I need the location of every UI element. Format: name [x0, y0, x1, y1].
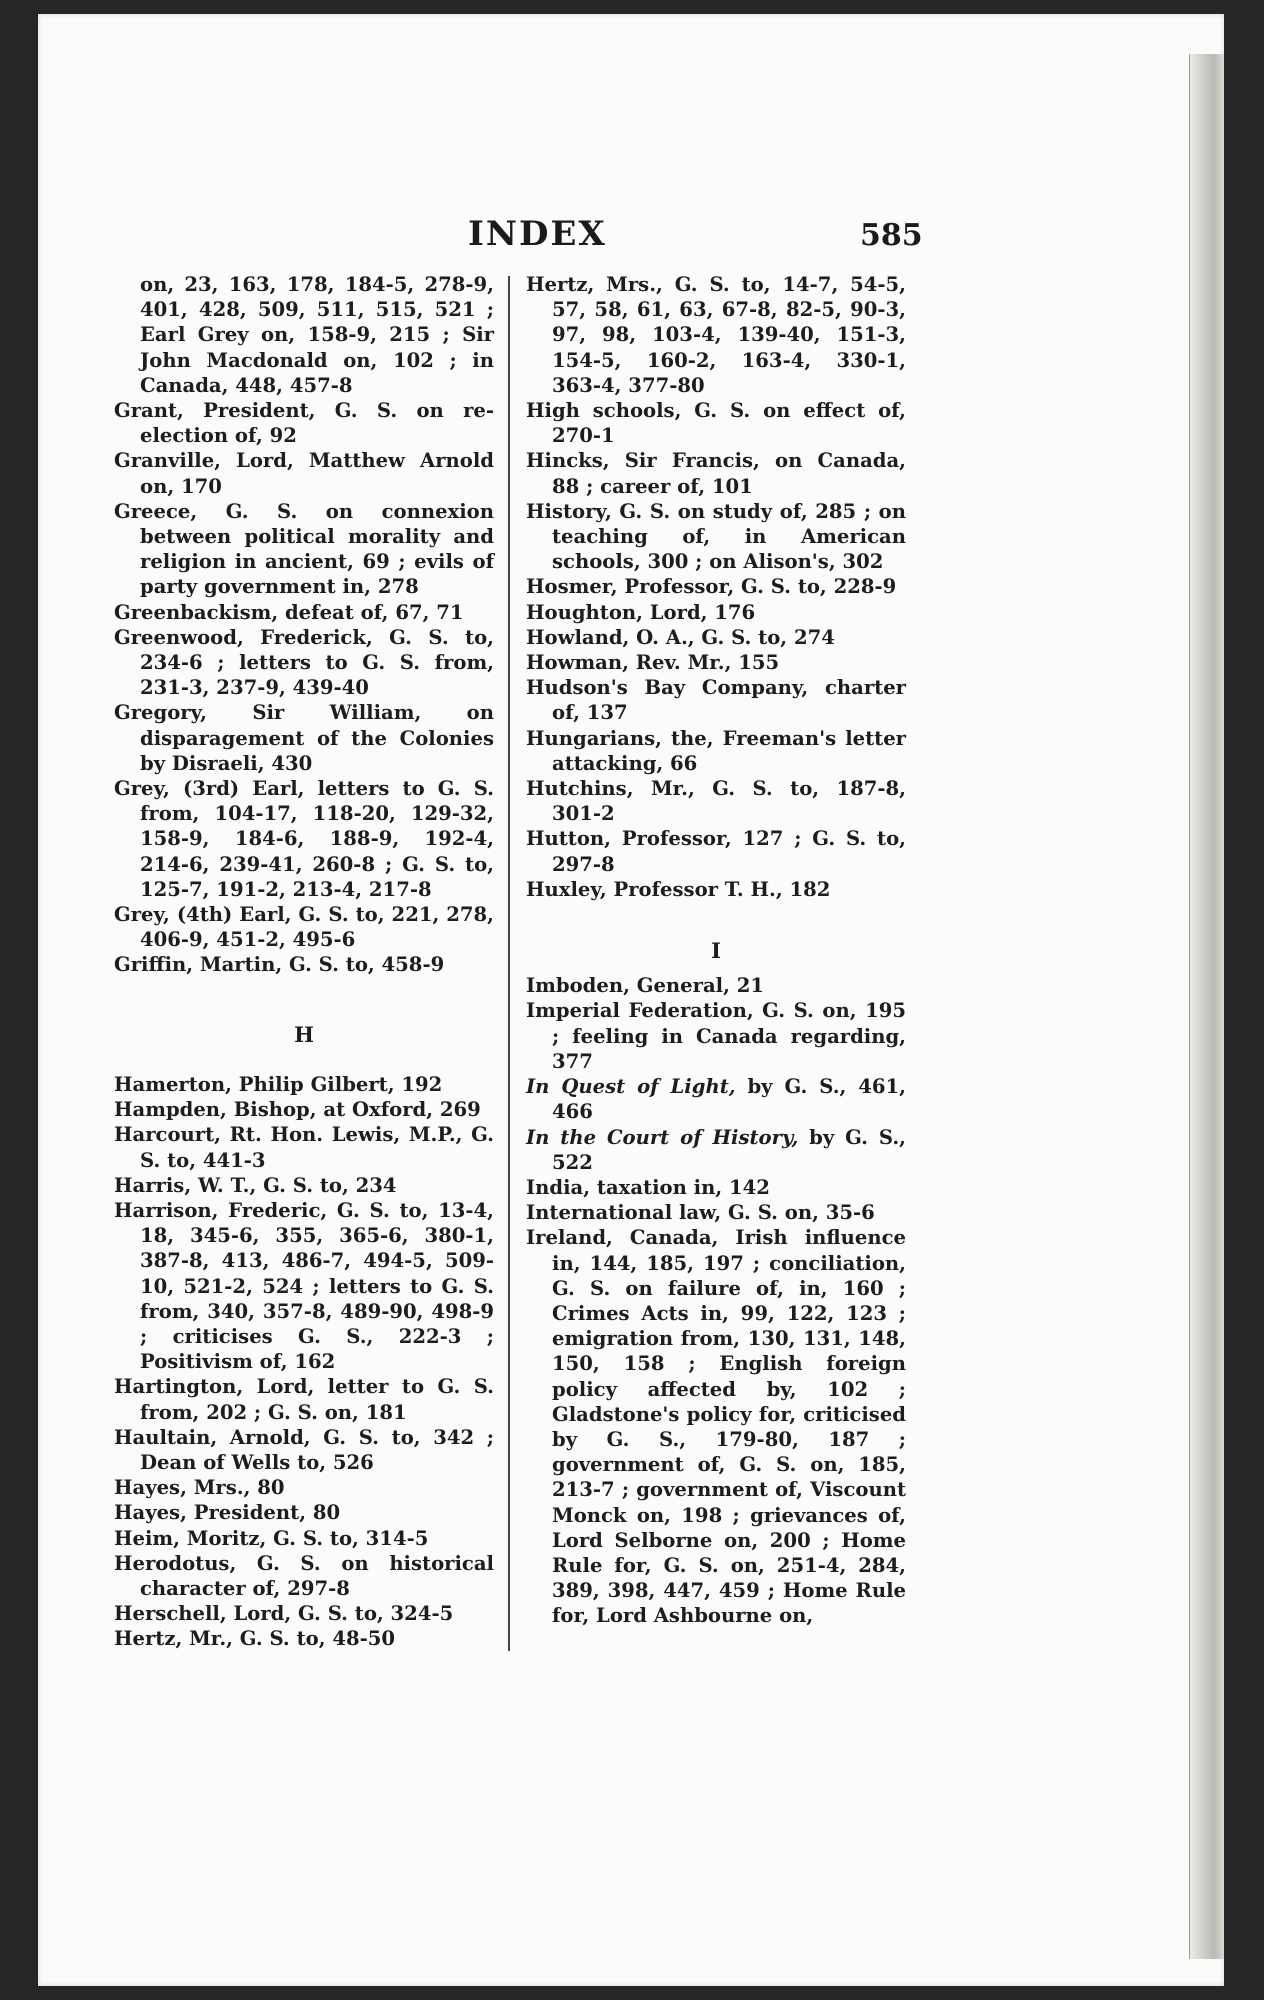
index-entry: Hungarians, the, Freeman's letter attacking, 66: [526, 726, 906, 775]
index-entry: Harrison, Frederic, G. S. to, 13-4, 18, 345-6, 355, 365-6, 380-1, 387-8, 413, 486-7, 494-5, 509-10, 521-2, 524 ; letters to G. S. from, 340, 357-8, 489-90, 498-9 ; criticises G. S., 222-3 ; Positivism of, 162: [114, 1198, 494, 1374]
index-entry: Haultain, Arnold, G. S. to, 342 ; Dean of Wells to, 526: [114, 1425, 494, 1474]
index-entry: Grey, (4th) Earl, G. S. to, 221, 278, 406-9, 451-2, 495-6: [114, 903, 494, 952]
index-entry: Hertz, Mr., G. S. to, 48-50: [114, 1627, 395, 1651]
index-entry: Hutchins, Mr., G. S. to, 187-8, 301-2: [526, 777, 906, 826]
page-number: 585: [860, 218, 923, 253]
index-entry: Grey, (3rd) Earl, letters to G. S. from, 104-17, 118-20, 129-32, 158-9, 184-6, 188-9, 192-4, 214-6, 239-41, 260-8 ; G. S. to, 125-7, 191-2, 213-4, 217-8: [114, 777, 494, 901]
section-letter-i: I: [711, 938, 721, 964]
running-head: INDEX: [468, 214, 607, 254]
page-header: [38, 214, 1224, 264]
index-entry: on, 23, 163, 178, 184-5, 278-9, 401, 428, 509, 511, 515, 521 ; Earl Grey on, 158-9, 215 ; Sir John Macdonald on, 102 ; in Canada, 448, 457-8: [140, 273, 494, 397]
index-entry: Imperial Federation, G. S. on, 195 ; feeling in Canada regarding, 377: [526, 999, 906, 1073]
index-entry: Harcourt, Rt. Hon. Lewis, M.P., G. S. to, 441-3: [114, 1123, 494, 1172]
index-entry: Ireland, Canada, Irish influence in, 144, 185, 197 ; conciliation, G. S. on failure of, in, 160 ; Crimes Acts in, 99, 122, 123 ; emigration from, 130, 131, 148, 150, 158 ; English foreign policy affected by, 102 ; Gladstone's policy for, criticised by G. S., 179-80, 187 ; government of, G. S. on, 185, 213-7 ; government of, Viscount Monck on, 198 ; grievances of, Lord Selborne on, 200 ; Home Rule for, G. S. on, 251-4, 284, 389, 398, 447, 459 ; Home Rule for, Lord Ashbourne on,: [526, 1226, 906, 1628]
left-column: [114, 272, 494, 1652]
index-entry: Hamerton, Philip Gilbert, 192: [114, 1072, 443, 1096]
index-entry: India, taxation in, 142: [526, 1175, 770, 1199]
index-entry: Hudson's Bay Company, charter of, 137: [526, 676, 906, 725]
index-entry: Imboden, General, 21: [526, 974, 765, 998]
index-entry: Gregory, Sir William, on disparagement of the Colonies by Disraeli, 430: [114, 701, 494, 775]
index-entry: Hartington, Lord, letter to G. S. from, 202 ; G. S. on, 181: [114, 1375, 494, 1424]
index-entry: Hampden, Bishop, at Oxford, 269: [114, 1098, 481, 1122]
index-entry: Herodotus, G. S. on historical character of, 297-8: [114, 1551, 494, 1600]
index-entry: Hutton, Professor, 127 ; G. S. to, 297-8: [526, 827, 906, 876]
index-entry: Hertz, Mrs., G. S. to, 14-7, 54-5, 57, 58, 61, 63, 67-8, 82-5, 90-3, 97, 98, 103-4, 139-40, 151-3, 154-5, 160-2, 163-4, 330-1, 363-4, 377-80: [526, 273, 906, 397]
index-entry: Howman, Rev. Mr., 155: [526, 651, 780, 675]
index-entry: Houghton, Lord, 176: [526, 600, 756, 624]
book-title: In Quest of Light,: [526, 1075, 736, 1099]
book-title-locator: by G. S., 461, 466: [552, 1075, 906, 1124]
index-entry: Heim, Moritz, G. S. to, 314-5: [114, 1526, 429, 1550]
index-entry: Harris, W. T., G. S. to, 234: [114, 1173, 397, 1197]
index-entry: History, G. S. on study of, 285 ; on teaching of, in American schools, 300 ; on Alison's, 302: [526, 499, 906, 574]
column-divider: [508, 276, 510, 1651]
index-entry: Grant, President, G. S. on re-election of, 92: [114, 399, 494, 448]
index-entry: Griffin, Martin, G. S. to, 458-9: [114, 953, 445, 977]
index-entry: Greece, G. S. on connexion between political morality and religion in ancient, 69 ; evils of party government in, 278: [114, 499, 494, 599]
index-entry: Herschell, Lord, G. S. to, 324-5: [114, 1602, 454, 1626]
index-entry: Greenbackism, defeat of, 67, 71: [114, 600, 464, 624]
index-entry-book-title: [526, 1125, 906, 1175]
index-entry: Hosmer, Professor, G. S. to, 228-9: [526, 575, 897, 599]
index-entry: High schools, G. S. on effect of, 270-1: [526, 399, 906, 448]
book-title: In the Court of History,: [526, 1125, 799, 1149]
index-entry: Granville, Lord, Matthew Arnold on, 170: [114, 449, 494, 498]
section-letter-h: H: [294, 1021, 314, 1047]
book-title-locator: by G. S., 522: [552, 1125, 906, 1174]
page-stack-edge: [1190, 54, 1224, 1959]
index-entry: Hayes, President, 80: [114, 1501, 341, 1525]
right-column: [526, 272, 906, 1629]
index-entry: Hayes, Mrs., 80: [114, 1476, 285, 1500]
index-entry: Greenwood, Frederick, G. S. to, 234-6 ; letters to G. S. from, 231-3, 237-9, 439-40: [114, 625, 494, 700]
index-entry: International law, G. S. on, 35-6: [526, 1201, 875, 1225]
index-entry: Hincks, Sir Francis, on Canada, 88 ; career of, 101: [526, 449, 906, 498]
book-page: [38, 14, 1224, 1986]
index-entry: Howland, O. A., G. S. to, 274: [526, 625, 835, 649]
index-entry: Huxley, Professor T. H., 182: [526, 877, 831, 901]
index-entry-book-title: [526, 1074, 906, 1124]
